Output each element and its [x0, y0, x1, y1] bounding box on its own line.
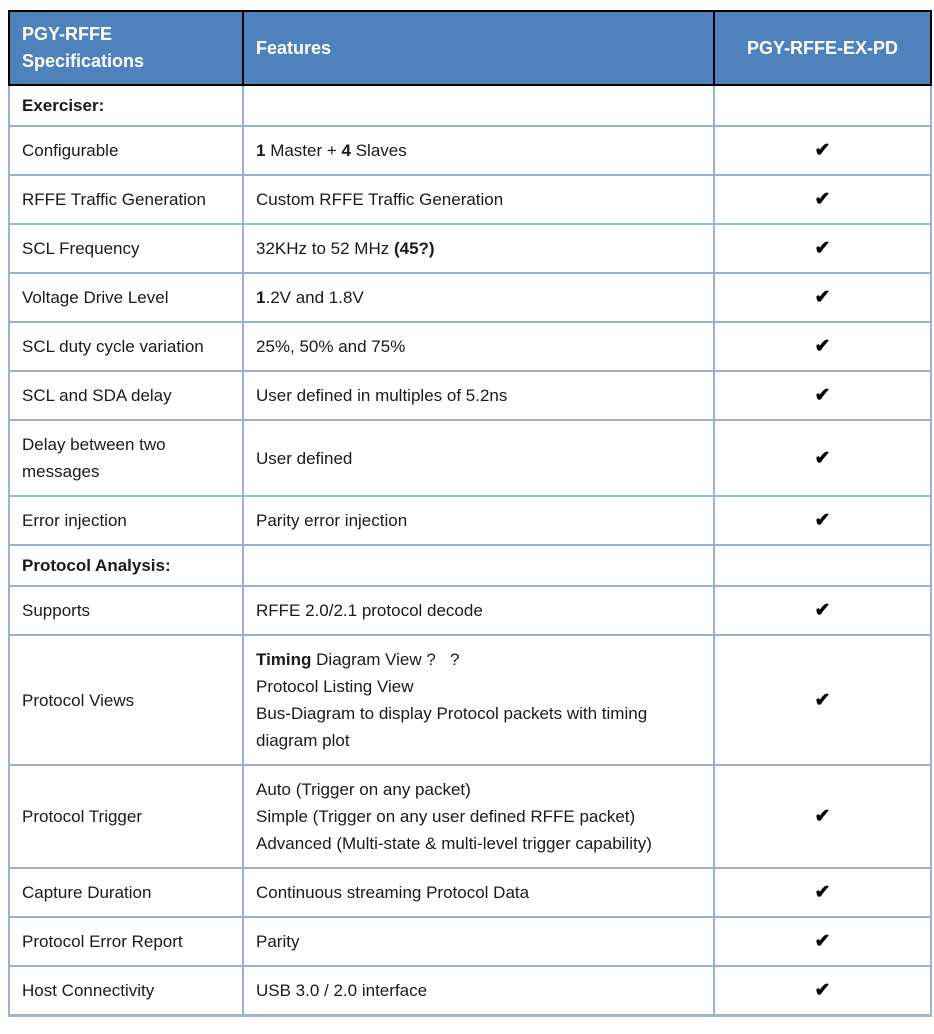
features-cell — [243, 496, 714, 545]
page — [0, 10, 934, 1034]
feature-text: RFFE 2.0/2.1 protocol decode — [256, 601, 483, 620]
checkmark-icon: ✔ — [814, 287, 831, 308]
table-row — [9, 635, 931, 765]
feature-text: 1 — [256, 141, 266, 160]
checkmark-icon: ✔ — [814, 140, 831, 161]
spec-table-header — [9, 11, 931, 85]
feature-line — [256, 284, 701, 311]
features-cell — [243, 635, 714, 765]
header-cell-specifications: PGY-RFFE Specifications — [9, 11, 243, 85]
check-cell — [714, 586, 931, 635]
features-cell — [243, 126, 714, 175]
feature-line — [256, 333, 701, 360]
check-cell — [714, 545, 931, 586]
feature-line — [256, 445, 701, 472]
features-cell — [243, 371, 714, 420]
checkmark-icon: ✔ — [814, 238, 831, 259]
feature-text: 25%, 50% and 75% — [256, 337, 406, 356]
feature-line — [256, 803, 701, 830]
features-cell — [243, 966, 714, 1016]
feature-line — [256, 186, 701, 213]
check-cell — [714, 273, 931, 322]
feature-line — [256, 928, 701, 955]
feature-line — [256, 235, 701, 262]
feature-text: Advanced (Multi-state & multi-level trigger capability) — [256, 834, 652, 853]
feature-text: Auto (Trigger on any packet) — [256, 780, 471, 799]
spec-cell: SCL and SDA delay — [9, 371, 243, 420]
features-cell — [243, 586, 714, 635]
feature-text: Parity — [256, 932, 300, 951]
feature-text: Timing — [256, 650, 312, 669]
header-cell-features: Features — [243, 11, 714, 85]
check-cell — [714, 322, 931, 371]
table-row — [9, 224, 931, 273]
feature-text: Diagram View ? ? — [311, 650, 460, 669]
spec-cell: SCL duty cycle variation — [9, 322, 243, 371]
table-row — [9, 545, 931, 586]
features-cell — [243, 545, 714, 586]
check-cell — [714, 635, 931, 765]
features-cell — [243, 868, 714, 917]
table-row — [9, 322, 931, 371]
features-cell — [243, 765, 714, 868]
features-cell — [243, 175, 714, 224]
table-row — [9, 126, 931, 175]
feature-line — [256, 830, 701, 857]
spec-cell: SCL Frequency — [9, 224, 243, 273]
table-row — [9, 917, 931, 966]
check-cell — [714, 371, 931, 420]
feature-text: Protocol Listing View — [256, 677, 414, 696]
feature-text: Slaves — [351, 141, 407, 160]
feature-text: .2V and 1.8V — [265, 288, 364, 307]
features-cell — [243, 420, 714, 496]
feature-line — [256, 776, 701, 803]
header-cell-product: PGY-RFFE-EX-PD — [714, 11, 931, 85]
check-cell — [714, 966, 931, 1016]
feature-text: Parity error injection — [256, 511, 408, 530]
feature-text: User defined in multiples of 5.2ns — [256, 386, 508, 405]
feature-text: (45?) — [393, 239, 435, 258]
table-row — [9, 371, 931, 420]
header-row — [9, 11, 931, 85]
check-cell — [714, 126, 931, 175]
spec-table-body — [9, 85, 931, 1016]
features-cell — [243, 917, 714, 966]
checkmark-icon: ✔ — [814, 385, 831, 406]
feature-line — [256, 597, 701, 624]
feature-text: 4 — [341, 141, 351, 160]
feature-text: 32KHz to 52 MHz — [256, 239, 394, 258]
feature-line — [256, 507, 701, 534]
table-row — [9, 496, 931, 545]
table-row — [9, 420, 931, 496]
spec-cell: RFFE Traffic Generation — [9, 175, 243, 224]
feature-text: Custom RFFE Traffic Generation — [256, 190, 504, 209]
spec-cell: Protocol Error Report — [9, 917, 243, 966]
feature-text: Master + — [265, 141, 342, 160]
checkmark-icon: ✔ — [814, 980, 831, 1001]
check-cell — [714, 224, 931, 273]
spec-cell: Delay between two messages — [9, 420, 243, 496]
table-row — [9, 586, 931, 635]
feature-text: 1 — [256, 288, 266, 307]
table-row — [9, 966, 931, 1016]
feature-text: User defined — [256, 448, 353, 468]
feature-text: Continuous streaming Protocol Data — [256, 883, 530, 902]
feature-line — [256, 700, 701, 754]
features-cell — [243, 322, 714, 371]
check-cell — [714, 420, 931, 496]
check-cell — [714, 85, 931, 126]
features-cell — [243, 85, 714, 126]
checkmark-icon: ✔ — [814, 931, 831, 952]
spec-cell: Exerciser: — [9, 85, 243, 126]
checkmark-icon: ✔ — [814, 189, 831, 210]
checkmark-icon: ✔ — [814, 806, 831, 827]
table-row — [9, 273, 931, 322]
feature-text: USB 3.0 / 2.0 interface — [256, 981, 428, 1000]
table-row — [9, 85, 931, 126]
table-row — [9, 765, 931, 868]
spec-cell: Configurable — [9, 126, 243, 175]
spec-cell: Supports — [9, 586, 243, 635]
checkmark-icon: ✔ — [814, 510, 831, 531]
check-cell — [714, 496, 931, 545]
feature-line — [256, 137, 701, 164]
check-cell — [714, 868, 931, 917]
table-row — [9, 175, 931, 224]
spec-cell: Error injection — [9, 496, 243, 545]
features-cell — [243, 224, 714, 273]
feature-line — [256, 977, 701, 1004]
check-cell — [714, 175, 931, 224]
table-row — [9, 868, 931, 917]
feature-line — [256, 646, 701, 673]
spec-table — [8, 10, 932, 1017]
spec-cell: Host Connectivity — [9, 966, 243, 1016]
spec-cell: Voltage Drive Level — [9, 273, 243, 322]
checkmark-icon: ✔ — [814, 689, 831, 711]
spec-cell: Protocol Analysis: — [9, 545, 243, 586]
spec-cell: Protocol Trigger — [9, 765, 243, 868]
feature-line — [256, 382, 701, 409]
features-cell — [243, 273, 714, 322]
spec-cell: Protocol Views — [9, 635, 243, 765]
spec-table-container — [8, 10, 930, 1017]
check-cell — [714, 917, 931, 966]
feature-text: Simple (Trigger on any user defined RFFE packet) — [256, 807, 636, 826]
checkmark-icon: ✔ — [814, 336, 831, 357]
checkmark-icon: ✔ — [814, 447, 831, 469]
feature-line — [256, 673, 701, 700]
feature-text: Bus-Diagram to display Protocol packets with timing diagram plot — [256, 704, 652, 750]
feature-line — [256, 879, 701, 906]
check-cell — [714, 765, 931, 868]
spec-cell: Capture Duration — [9, 868, 243, 917]
checkmark-icon: ✔ — [814, 600, 831, 621]
checkmark-icon: ✔ — [814, 882, 831, 903]
